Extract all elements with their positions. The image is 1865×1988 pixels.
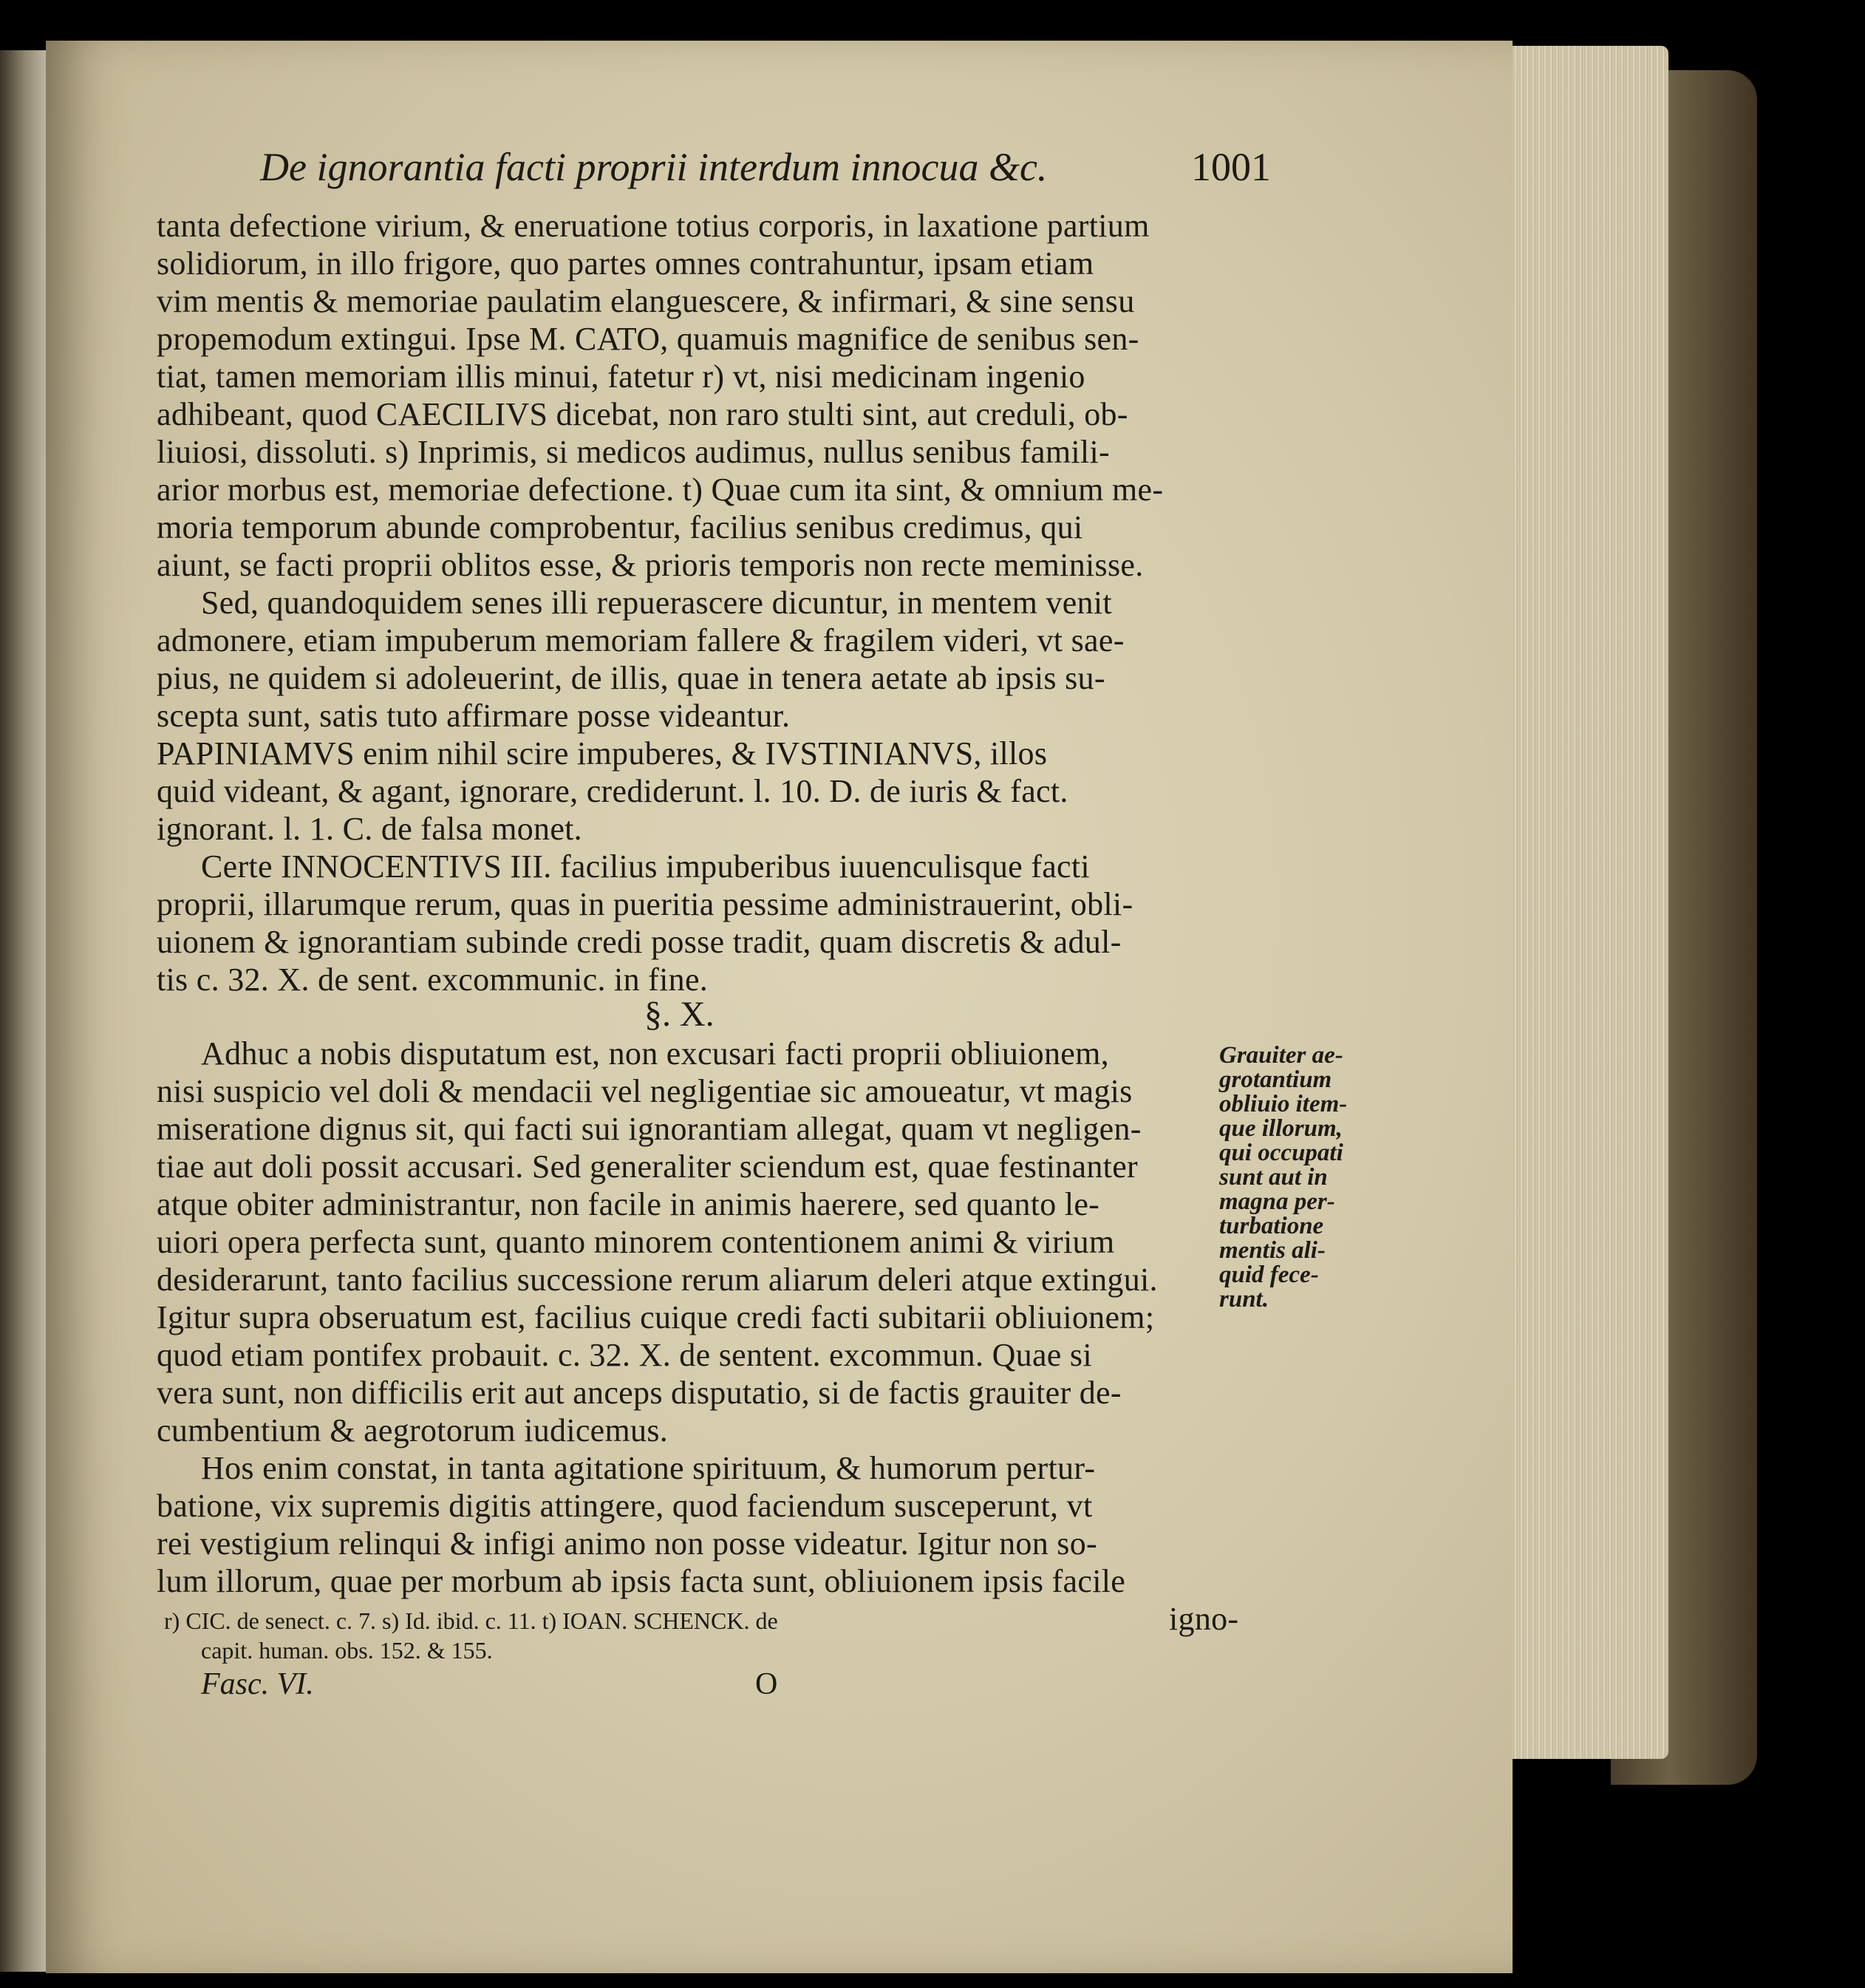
text-line: desiderarunt, tanto facilius successione rerum aliarum deleri atque extingui. [157, 1262, 1158, 1298]
text-line: aiunt, se facti proprii oblitos esse, & prioris temporis non recte meminisse. [157, 547, 1144, 583]
marginal-note-line: runt. [1219, 1286, 1269, 1313]
text-line: uiori opera perfecta sunt, quanto minorem contentionem animi & virium [157, 1224, 1115, 1260]
marginal-note-line: grotantium [1219, 1066, 1332, 1093]
text-line: vim mentis & memoriae paulatim elanguescere, & infirmari, & sine sensu [157, 283, 1135, 319]
text-line: Igitur supra obseruatum est, facilius cuique credi facti subitarii obliuionem; [157, 1299, 1155, 1335]
text-line: proprii, illarumque rerum, quas in pueritia pessime administrauerint, obli- [157, 886, 1133, 922]
text-line: miseratione dignus sit, qui facti sui ignorantiam allegat, quam vt negligen- [157, 1111, 1142, 1147]
text-line: uionem & ignorantiam subinde credi posse tradit, quam discretis & adul- [157, 924, 1122, 960]
text-line: admonere, etiam impuberum memoriam fallere & fragilem videri, vt sae- [157, 622, 1125, 658]
section-heading: §. X. [644, 995, 715, 1034]
marginal-note-line: sunt aut in [1219, 1164, 1328, 1191]
marginal-note-line: mentis ali- [1219, 1237, 1326, 1264]
text-line: atque obiter administrantur, non facile in animis haerere, sed quanto le- [157, 1186, 1100, 1222]
text-line: lum illorum, quae per morbum ab ipsis facta sunt, obliuionem ipsis facile [157, 1563, 1126, 1599]
marginal-note-line: magna per- [1219, 1188, 1335, 1215]
text-line: vera sunt, non difficilis erit aut anceps disputatio, si de factis grauiter de- [157, 1375, 1122, 1411]
marginal-note-line: turbatione [1219, 1213, 1324, 1239]
text-line: solidiorum, in illo frigore, quo partes omnes contrahuntur, ipsam etiam [157, 245, 1094, 282]
page-number: 1001 [1191, 145, 1271, 189]
book-page [46, 41, 1513, 1973]
text-line: tis c. 32. X. de sent. excommunic. in fine. [157, 961, 709, 998]
text-line: Adhuc a nobis disputatum est, non excusari facti proprii obliuionem, [201, 1035, 1109, 1072]
text-line: ignorant. l. 1. C. de falsa monet. [157, 811, 582, 847]
text-line: tanta defectione virium, & eneruatione totius corporis, in laxatione partium [157, 208, 1150, 244]
marginal-note-line: Grauiter ae- [1219, 1042, 1343, 1069]
text-line: nisi suspicio vel doli & mendacii vel negligentiae sic amoueatur, vt magis [157, 1073, 1133, 1109]
marginal-note-line: obliuio item- [1219, 1091, 1348, 1117]
text-line: quod etiam pontifex probauit. c. 32. X. de sentent. excommun. Quae si [157, 1337, 1092, 1373]
text-line: igno- [1169, 1601, 1239, 1637]
running-title: De ignorantia facti proprii interdum innocua &c. [260, 145, 1048, 189]
marginal-note-line: qui occupati [1219, 1140, 1343, 1166]
text-line: scepta sunt, satis tuto affirmare posse videantur. [157, 698, 791, 734]
text-line: tiae aut doli possit accusari. Sed generaliter sciendum est, quae festinanter [157, 1148, 1138, 1185]
text-line: arior morbus est, memoriae defectione. t) Quae cum ita sint, & omnium me- [157, 472, 1164, 508]
text-line: tiat, tamen memoriam illis minui, fatetur r) vt, nisi medicinam ingenio [157, 358, 1085, 395]
text-line: propemodum extingui. Ipse M. CATO, quamuis magnifice de senibus sen- [157, 321, 1139, 357]
text-line: moria temporum abunde comprobentur, facilius senibus credimus, qui [157, 509, 1083, 545]
text-line: cumbentium & aegrotorum iudicemus. [157, 1412, 669, 1449]
text-line: pius, ne quidem si adoleuerint, de illis, quae in tenera aetate ab ipsis su- [157, 660, 1105, 696]
page-fore-edge [1500, 46, 1668, 1759]
signature-mark: O [755, 1667, 778, 1701]
text-line: adhibeant, quod CAECILIVS dicebat, non raro stulti sint, aut creduli, ob- [157, 396, 1128, 432]
footnote-line-1: r) CIC. de senect. c. 7. s) Id. ibid. c. 11. t) IOAN. SCHENCK. de [164, 1607, 778, 1634]
text-line: Certe INNOCENTIVS III. facilius impuberibus iuuenculisque facti [201, 848, 1090, 885]
fascicle-signature: Fasc. VI. [201, 1667, 314, 1701]
text-line: quid videant, & agant, ignorare, crediderunt. l. 10. D. de iuris & fact. [157, 773, 1068, 809]
footnote-line-2: capit. human. obs. 152. & 155. [201, 1637, 493, 1664]
text-line: rei vestigium relinqui & infigi animo non posse videatur. Igitur non so- [157, 1525, 1097, 1562]
marginal-note-line: que illorum, [1219, 1115, 1343, 1142]
text-line: Hos enim constat, in tanta agitatione spirituum, & humorum pertur- [201, 1450, 1096, 1486]
left-page-edge [0, 50, 46, 1972]
text-line: Sed, quandoquidem senes illi repuerascere dicuntur, in mentem venit [201, 585, 1112, 621]
text-line: PAPINIAMVS enim nihil scire impuberes, & IVSTINIANVS, illos [157, 735, 1048, 772]
text-line: liuiosi, dissoluti. s) Inprimis, si medicos audimus, nullus senibus famili- [157, 434, 1110, 470]
marginal-note-line: quid fece- [1219, 1262, 1319, 1288]
text-line: batione, vix supremis digitis attingere, quod faciendum susceperunt, vt [157, 1488, 1093, 1524]
